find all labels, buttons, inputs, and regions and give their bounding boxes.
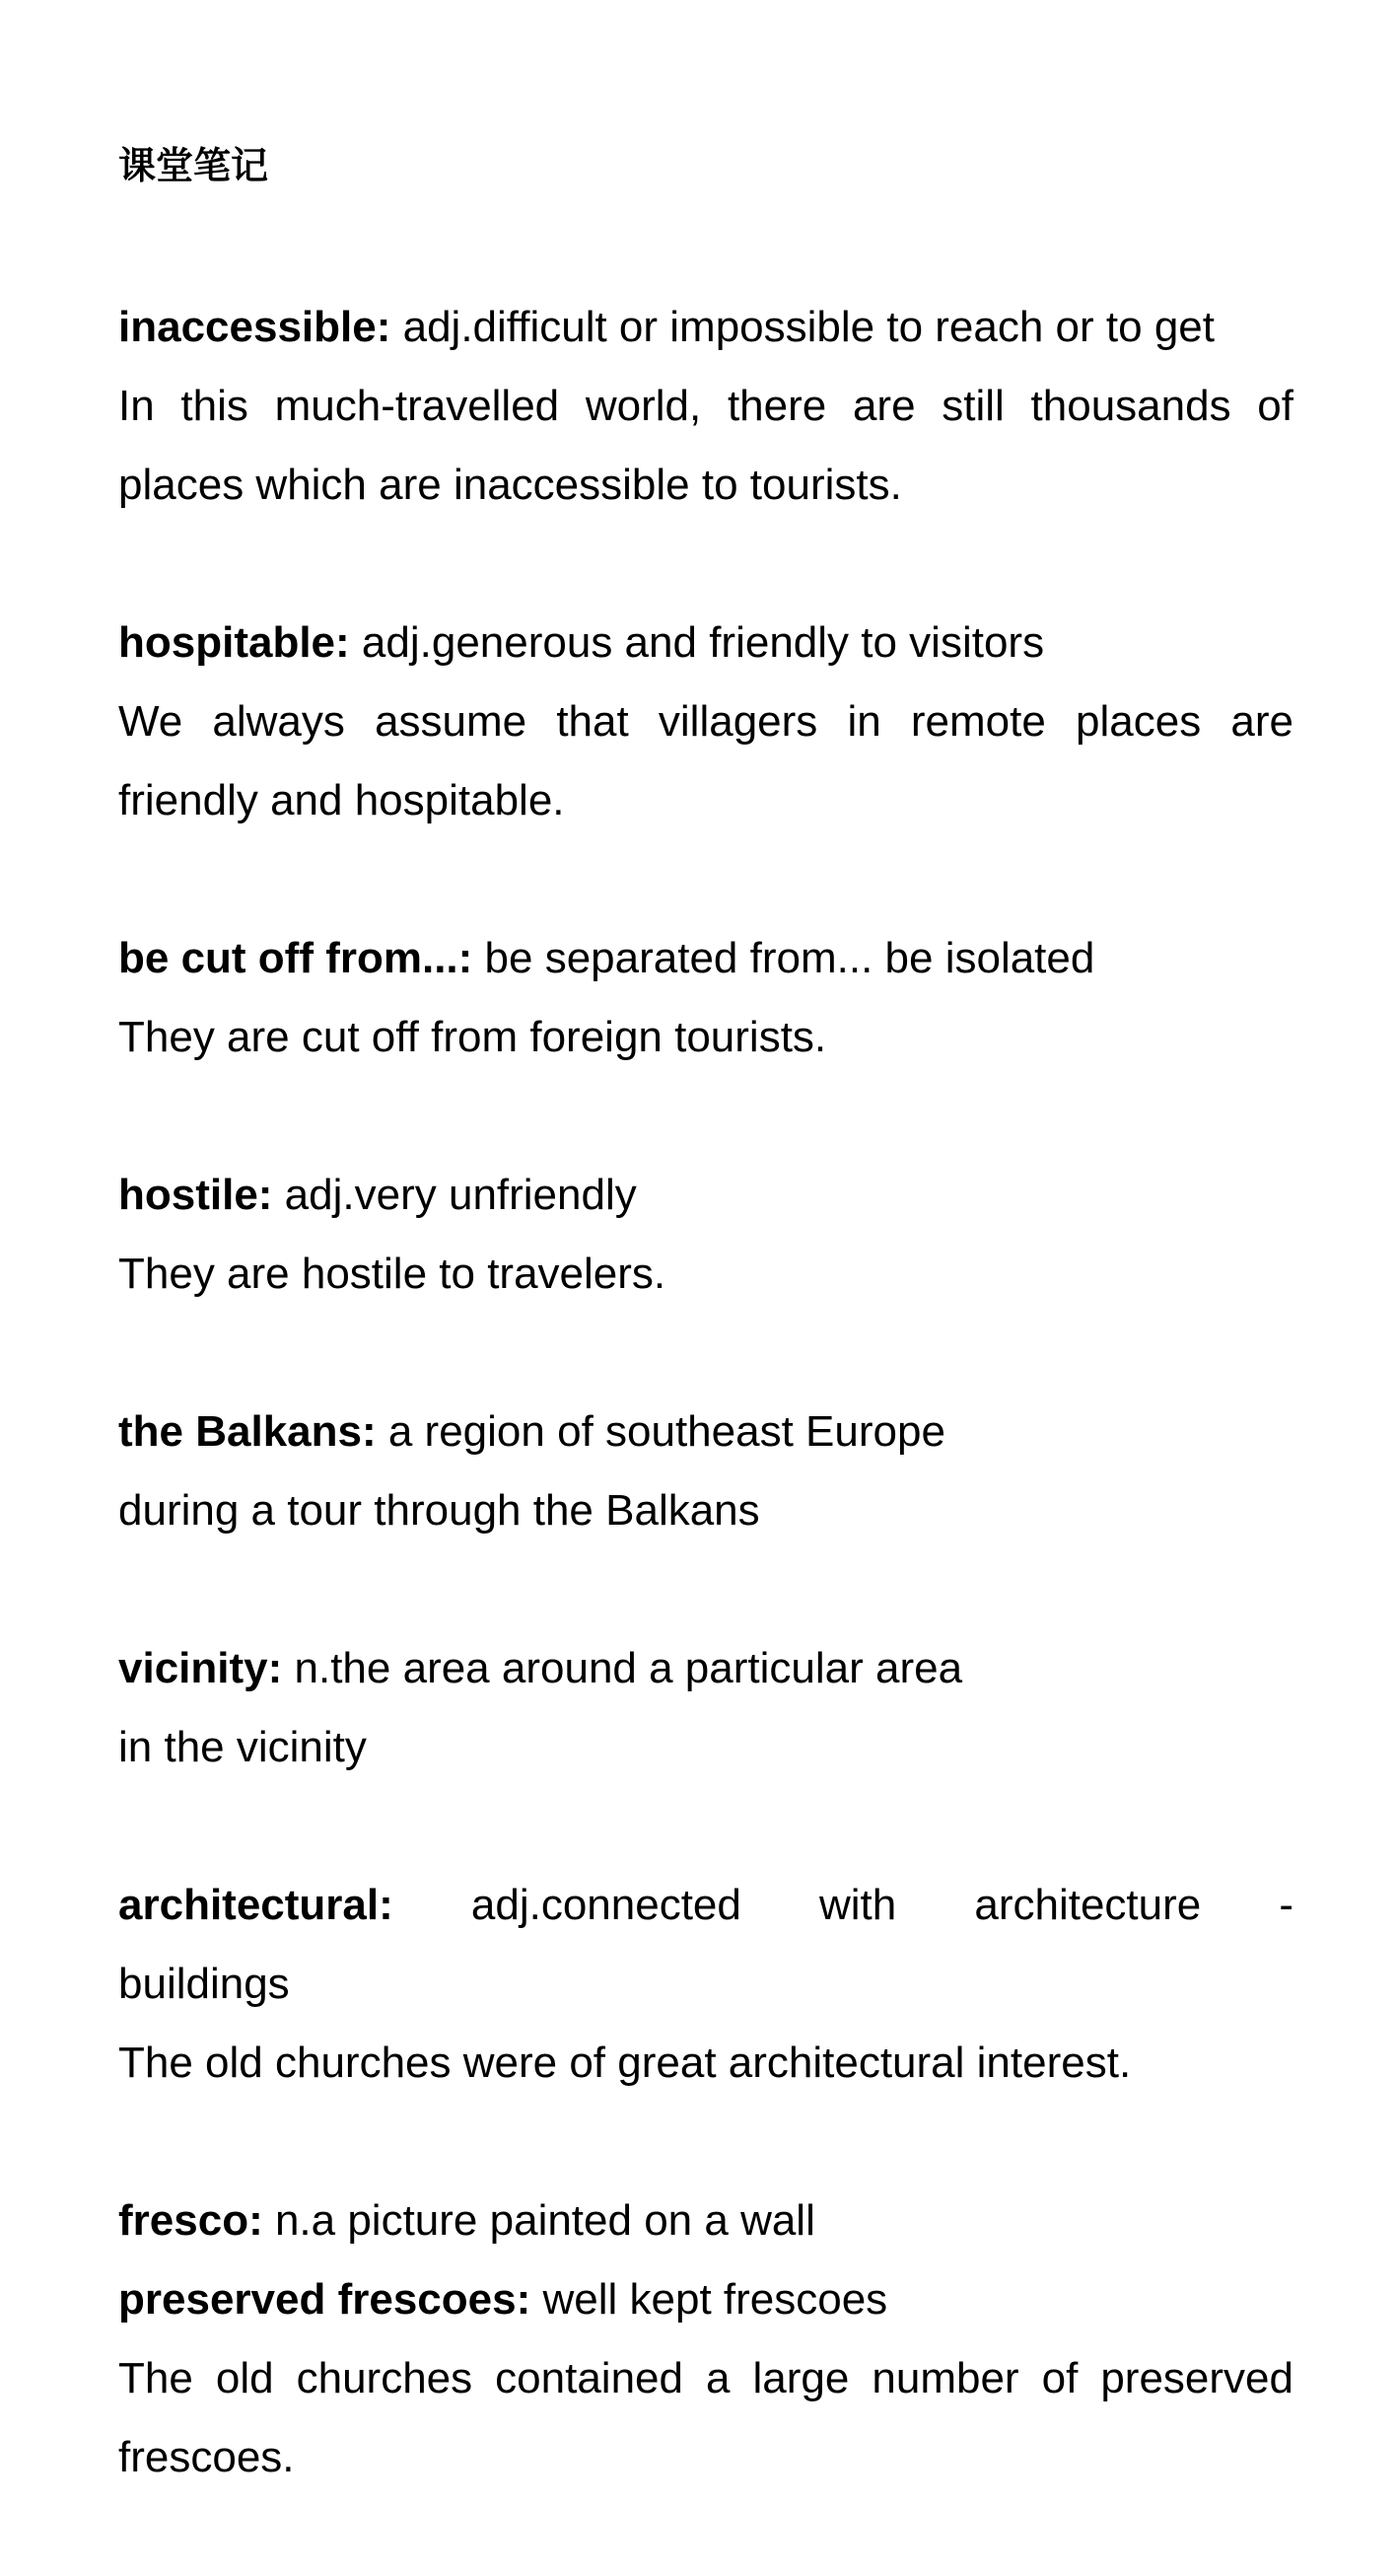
vocab-term: the Balkans: xyxy=(118,1407,377,1456)
example-sentence: They are hostile to travelers. xyxy=(118,1250,666,1298)
vocab-entry-vicinity xyxy=(118,1629,1293,1787)
example-sentence: We always assume that villagers in remote places are friendly and hospitable. xyxy=(118,697,1293,824)
page-title: 课堂笔记 xyxy=(118,144,269,187)
definition-line xyxy=(118,1156,1293,1235)
vocab-entry-hospitable xyxy=(118,604,1293,840)
vocab-definition: adj.difficult or impossible to reach or to get xyxy=(390,303,1215,351)
definition-word: adj.connected xyxy=(470,1881,741,1929)
example-sentence: during a tour through the Balkans xyxy=(118,1486,760,1535)
vocab-entry-balkans xyxy=(118,1393,1293,1550)
vocab-term: hospitable: xyxy=(118,618,350,667)
vocab-definition: adj.generous and friendly to visitors xyxy=(349,618,1045,667)
vocab-entry-fresco xyxy=(118,2182,1293,2497)
example-sentence: The old churches contained a large number of preserved frescoes. xyxy=(118,2354,1293,2481)
vocab-term: inaccessible: xyxy=(118,303,391,351)
definition-continuation: buildings xyxy=(118,1960,290,2008)
notes-document xyxy=(118,130,1293,2576)
definition-line xyxy=(118,604,1293,682)
vocab-definition: a region of southeast Europe xyxy=(376,1407,945,1456)
vocab-entry-inaccessible xyxy=(118,288,1293,525)
vocab-definition: be separated from... be isolated xyxy=(472,934,1095,982)
definition-word: - xyxy=(1279,1881,1293,1929)
example-sentence: The old churches were of great architectural interest. xyxy=(118,2039,1132,2087)
example-sentence: in the vicinity xyxy=(118,1723,367,1771)
definition-line xyxy=(118,919,1293,998)
example-sentence: They are cut off from foreign tourists. xyxy=(118,1013,827,1061)
vocab-entry-cut-off xyxy=(118,919,1293,1077)
vocab-term: architectural: xyxy=(118,1881,393,1929)
vocab-term: vicinity: xyxy=(118,1644,283,1692)
vocab-term: fresco: xyxy=(118,2196,263,2245)
vocab-term: be cut off from...: xyxy=(118,934,473,982)
definition-word: with xyxy=(818,1881,897,1929)
definition-word: architecture xyxy=(974,1881,1202,1929)
definition-line xyxy=(118,1866,1293,1945)
vocab-definition: adj.very unfriendly xyxy=(272,1171,637,1219)
vocab-term-secondary: preserved frescoes: xyxy=(118,2275,531,2324)
definition-line xyxy=(118,1393,1293,1471)
vocab-definition: n.the area around a particular area xyxy=(282,1644,963,1692)
definition-line xyxy=(118,1629,1293,1708)
vocab-term: hostile: xyxy=(118,1171,273,1219)
vocab-entry-hostile xyxy=(118,1156,1293,1314)
example-sentence: In this much-travelled world, there are still thousands of places which are inaccessible to tourists. xyxy=(118,382,1293,509)
vocab-definition: n.a picture painted on a wall xyxy=(262,2196,815,2245)
vocab-entry-architectural xyxy=(118,1866,1293,2103)
vocab-definition-secondary: well kept frescoes xyxy=(530,2275,888,2324)
definition-line-secondary xyxy=(118,2260,1293,2339)
definition-line xyxy=(118,2182,1293,2260)
definition-line xyxy=(118,288,1293,367)
